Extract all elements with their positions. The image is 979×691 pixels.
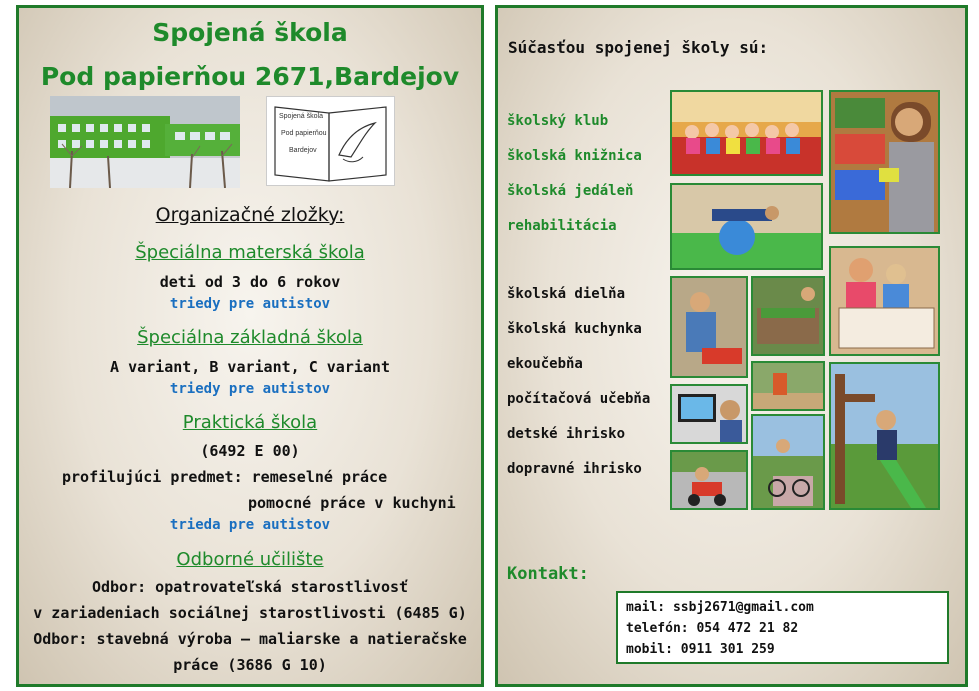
list-item: dopravné ihrisko [507,461,642,477]
org-heading: Organizačné zložky: [155,204,345,226]
section-note: trieda pre autistov [169,517,331,533]
contact-phone[interactable]: telefón: 054 472 21 82 [626,621,799,636]
computer-room-photo [670,384,748,444]
section-line: Odbor: opatrovateľská starostlivosť [91,578,409,596]
playground-photo [829,362,940,510]
logo-text-2: Pod papierňou [281,130,327,137]
traffic-playground-photo [670,450,748,510]
garden-photo [751,276,825,356]
section-line: v zariadeniach sociálnej starostlivosti (6485 G) [33,604,467,622]
list-item: školská dielňa [507,286,626,302]
eco-photo [751,361,825,411]
section-line: Odbor: stavebná výroba – maliarske a natieračske [33,630,467,648]
school-logo [266,96,395,186]
section-heading-materska: Špeciálna materská škola [135,242,365,263]
section-line: A variant, B variant, C variant [110,358,390,376]
section-line: práce (3686 G 10) [173,656,327,674]
list-item: školská kuchynka [507,321,642,337]
section-heading-prakticka: Praktická škola [182,412,318,433]
list-item: školský klub [507,113,609,129]
section-note: triedy pre autistov [169,296,331,312]
contact-email[interactable]: mail: ssbj2671@gmail.com [626,600,814,615]
list-item: školská jedáleň [507,183,634,199]
contact-heading: Kontakt: [507,564,589,584]
logo-text-3: Bardejov [289,147,317,154]
section-line: deti od 3 do 6 rokov [159,273,341,291]
workshop-photo [670,276,748,378]
section-note: triedy pre autistov [169,381,331,397]
contact-mobile[interactable]: mobil: 0911 301 259 [626,642,775,657]
list-item: ekoučebňa [507,356,583,372]
contact-box [616,591,949,664]
rehabilitation-photo [670,183,823,270]
kindergarten-photo [670,90,823,176]
components-heading: Súčasťou spojenej školy sú: [508,38,769,57]
list-item: počítačová učebňa [507,391,651,407]
section-heading-zakladna: Špeciálna základná škola [137,327,363,348]
school-address: Pod papierňou 2671,Bardejov [40,62,460,91]
sandplay-photo [829,246,940,356]
section-line: profilujúci predmet: remeselné práce [62,468,388,486]
school-name: Spojená škola [152,18,348,47]
section-heading-ucilisste: Odborné učilište [176,549,324,570]
logo-text-1: Spojená škola [279,113,323,120]
list-item: školská knižnica [507,148,642,164]
list-item: detské ihrisko [507,426,626,442]
section-line: pomocné práce v kuchyni [248,494,456,512]
library-photo [829,90,940,234]
list-item: rehabilitácia [507,218,617,234]
section-line: (6492 E 00) [200,442,300,460]
school-building-photo [50,96,240,188]
bike-photo [751,414,825,510]
